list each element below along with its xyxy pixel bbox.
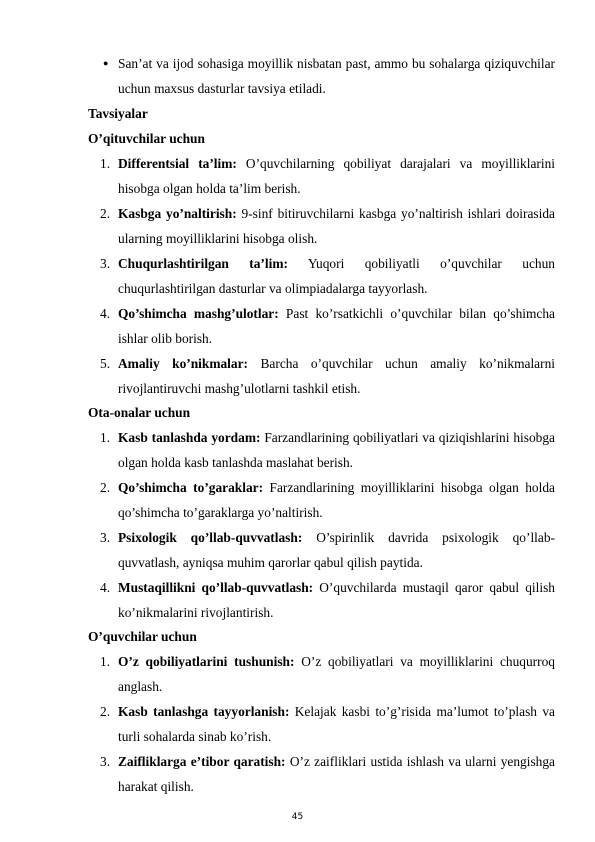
item-text: 9-sinf bitiruvchilarni kasbga yo’naltirish ishlari doirasida ularning moyilliklarini hisobga olish. <box>118 206 555 246</box>
item-text: O’quvchilarda mustaqil qaror qabul qilish ko’nikmalarini rivojlantirish. <box>118 580 555 620</box>
item-term: Kasb tanlashda yordam: <box>118 430 261 445</box>
list-number: 3. <box>100 530 111 545</box>
list-item <box>118 475 555 525</box>
page-number: 45 <box>291 812 304 822</box>
item-text: Farzandlarining moyilliklarini hisobga olgan holda qo’shimcha to’garaklarga yo’naltirish. <box>118 480 555 520</box>
item-term: Mustaqillikni qo’llab-quvvatlash: <box>118 580 314 595</box>
teachers-heading: O’qituvchilar uchun <box>88 131 205 146</box>
item-text: O’quvchilarning qobiliyat darajalari va moyilliklarini hisobga olgan holda ta’lim berish. <box>118 156 555 196</box>
item-term: O’z qobiliyatlarini tushunish: <box>118 654 295 669</box>
item-term: Qo’shimcha to’garaklar: <box>118 480 264 495</box>
list-number: 2. <box>100 480 111 495</box>
item-term: Zaifliklarga e’tibor qaratish: <box>118 754 286 769</box>
list-item <box>118 201 555 251</box>
list-number: 5. <box>100 356 111 371</box>
section-title: Tavsiyalar <box>88 106 148 121</box>
list-number: 1. <box>100 156 111 171</box>
list-number: 1. <box>100 654 111 669</box>
list-number: 1. <box>100 430 111 445</box>
item-term: Differentsial ta’lim: <box>118 156 237 171</box>
list-number: 2. <box>100 704 111 719</box>
list-number: 3. <box>100 256 111 271</box>
intro-bullet-text: San’at va ijod sohasiga moyillik nisbatan past, ammo bu sohalarga qiziquvchilar uchun maxsus dasturlar tavsiya etiladi. <box>118 56 555 96</box>
item-text: Yuqori qobiliyatli o’quvchilar uchun chuqurlashtirilgan dasturlar va olimpiadalarga tayyorlash. <box>118 256 555 296</box>
list-item <box>118 351 555 401</box>
item-text: O’spirinlik davrida psixologik qo’llab-quvvatlash, ayniqsa muhim qarorlar qabul qilish paytida. <box>118 530 555 570</box>
list-item <box>118 649 555 699</box>
item-term: Kasbga yo’naltirish: <box>118 206 237 221</box>
parents-heading: Ota-onalar uchun <box>88 405 191 420</box>
item-term: Chuqurlashtirilgan ta’lim: <box>118 256 288 271</box>
item-text: O’z qobiliyatlari va moyilliklarini chuqurroq anglash. <box>118 654 555 694</box>
bullet-icon: ● <box>103 58 109 68</box>
item-text: Barcha o’quvchilar uchun amaliy ko’nikmalarni rivojlantiruvchi mashg’ulotlarni tashkil etish. <box>118 356 556 396</box>
list-item <box>118 425 555 475</box>
item-term: Amaliy ko’nikmalar: <box>118 356 249 371</box>
item-term: Qo’shimcha mashg’ulotlar: <box>118 306 279 321</box>
list-number: 3. <box>100 754 111 769</box>
list-item <box>118 251 555 301</box>
list-number: 4. <box>100 306 111 321</box>
list-item <box>118 301 555 351</box>
list-item <box>118 151 555 201</box>
list-item <box>118 525 555 575</box>
item-text: Past ko’rsatkichli o’quvchilar bilan qo’shimcha ishlar olib borish. <box>118 306 556 346</box>
list-item <box>118 575 555 625</box>
list-item <box>118 749 555 799</box>
item-text: Kelajak kasbi to’g’risida ma’lumot to’plash va turli sohalarda sinab ko’rish. <box>118 704 555 744</box>
list-number: 4. <box>100 580 111 595</box>
item-text: O’z zaifliklari ustida ishlash va ularni yengishga harakat qilish. <box>118 754 555 794</box>
item-term: Psixologik qo’llab-quvvatlash: <box>118 530 303 545</box>
item-term: Kasb tanlashga tayyorlanish: <box>118 704 290 719</box>
item-text: Farzandlarining qobiliyatlari va qiziqishlarini hisobga olgan holda kasb tanlashda maslahat berish. <box>118 430 556 470</box>
students-heading: O’quvchilar uchun <box>88 629 197 644</box>
list-item <box>118 699 555 749</box>
list-number: 2. <box>100 206 111 221</box>
